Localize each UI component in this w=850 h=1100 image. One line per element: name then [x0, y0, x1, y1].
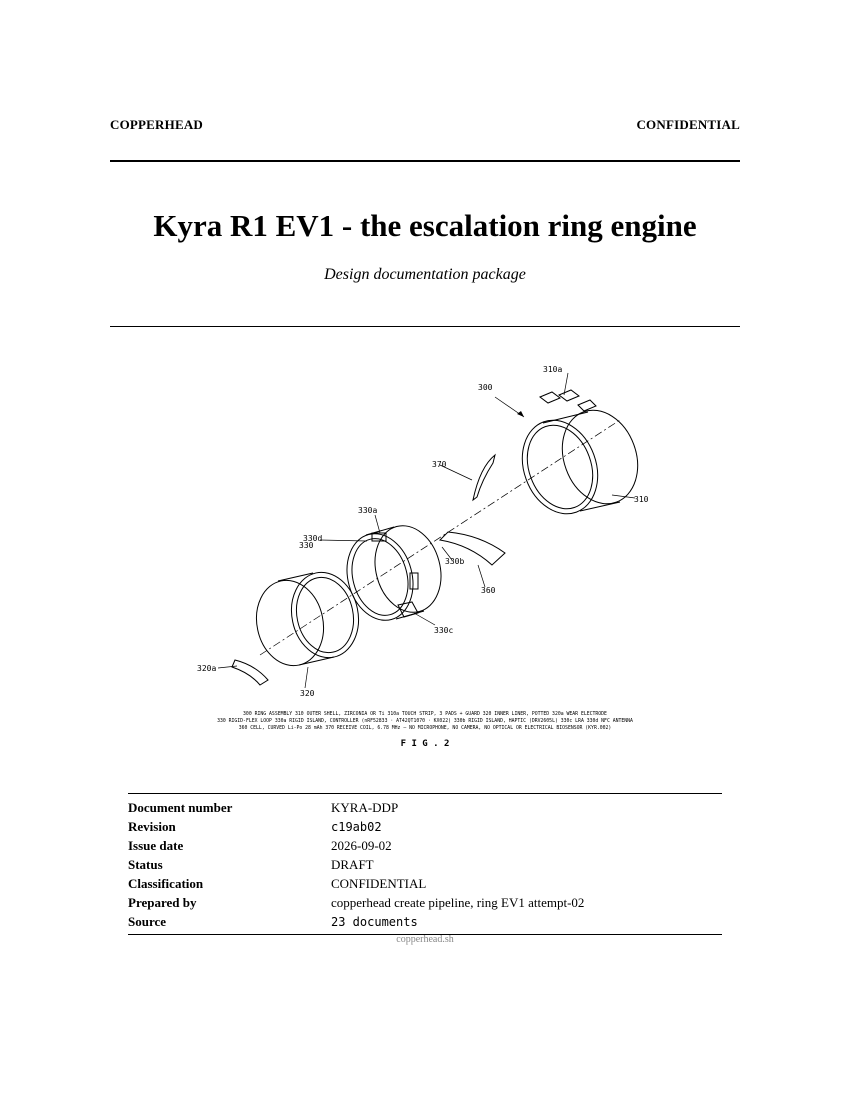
- document-title: Kyra R1 EV1 - the escalation ring engine: [153, 208, 697, 243]
- meta-key: Revision: [128, 818, 176, 834]
- meta-row-status: [128, 855, 722, 874]
- figure-legend-line-2: 330 RIGID-FLEX LOOP 330a RIGID ISLAND, CONTROLLER (nRF52833 · AT42QT1070 · KX022) 330b RIGID ISLAND, HAPTIC (DRV2605L) 330c LRA 330d NFC ANTENNA: [217, 719, 633, 724]
- meta-value: DRAFT: [331, 856, 374, 872]
- meta-value: copperhead create pipeline, ring EV1 attempt-02: [331, 894, 585, 910]
- figure-legend-line-3: 360 CELL, CURVED Li-Po 28 mAh 370 RECEIVE COIL, 6.78 MHz — NO MICROPHONE, NO CAMERA, NO OPTICAL OR ELECTRICAL BIOSENSOR (KYR.002): [238, 726, 612, 731]
- meta-value: KYRA-DDP: [331, 799, 399, 815]
- meta-row-document-number: [128, 798, 722, 817]
- rigid-flex-loop-330: [338, 518, 451, 628]
- meta-row-prepared-by: [128, 893, 722, 912]
- figure-caption: F I G . 2: [400, 739, 450, 749]
- wear-electrode-320a: [232, 660, 268, 685]
- callout-330c: 330c: [434, 626, 454, 635]
- title-rule: [110, 326, 740, 327]
- receive-coil-370: [473, 455, 495, 500]
- footer-url: copperhead.sh: [396, 934, 454, 945]
- meta-key: Document number: [128, 799, 233, 815]
- header-company: COPPERHEAD: [110, 117, 203, 132]
- meta-row-issue-date: [128, 836, 722, 855]
- meta-key: Prepared by: [128, 894, 197, 910]
- meta-value: CONFIDENTIAL: [331, 875, 427, 891]
- meta-key: Issue date: [128, 837, 184, 853]
- callout-330a: 330a: [358, 506, 378, 515]
- meta-key: Status: [128, 856, 163, 872]
- callout-330b: 330b: [445, 557, 465, 566]
- callout-330d: 330d: [303, 534, 323, 543]
- meta-value: 2026-09-02: [331, 837, 392, 853]
- callout-320: 320: [300, 689, 315, 698]
- meta-key: Classification: [128, 875, 204, 891]
- header-rule: [110, 160, 740, 162]
- meta-row-revision: [128, 817, 722, 836]
- touch-pads-310a: [540, 390, 596, 411]
- callout-310a: 310a: [543, 365, 563, 374]
- callout-370: 370: [432, 460, 447, 469]
- header-classification: CONFIDENTIAL: [636, 117, 740, 132]
- meta-key: Source: [128, 913, 167, 929]
- callout-360: 360: [481, 586, 496, 595]
- document-subtitle: Design documentation package: [324, 266, 526, 283]
- callout-330: 330: [299, 541, 314, 550]
- meta-row-source: [128, 912, 722, 931]
- outer-shell-310: [510, 400, 650, 525]
- meta-value: 23 documents: [331, 914, 418, 929]
- meta-row-classification: [128, 874, 722, 893]
- document-metadata-table: [128, 793, 722, 935]
- figure-legend-line-1: 300 RING ASSEMBLY 310 OUTER SHELL, ZIRCONIA OR Ti 310a TOUCH STRIP, 3 PADS + GUARD 320 INNER LINER, POTTED 320a WEAR ELECTRODE: [243, 712, 607, 717]
- exploded-ring-figure: [180, 355, 680, 755]
- meta-value: c19ab02: [331, 819, 382, 834]
- callout-300: 300: [478, 383, 493, 392]
- callout-310: 310: [634, 495, 649, 504]
- callout-320a: 320a: [197, 664, 217, 673]
